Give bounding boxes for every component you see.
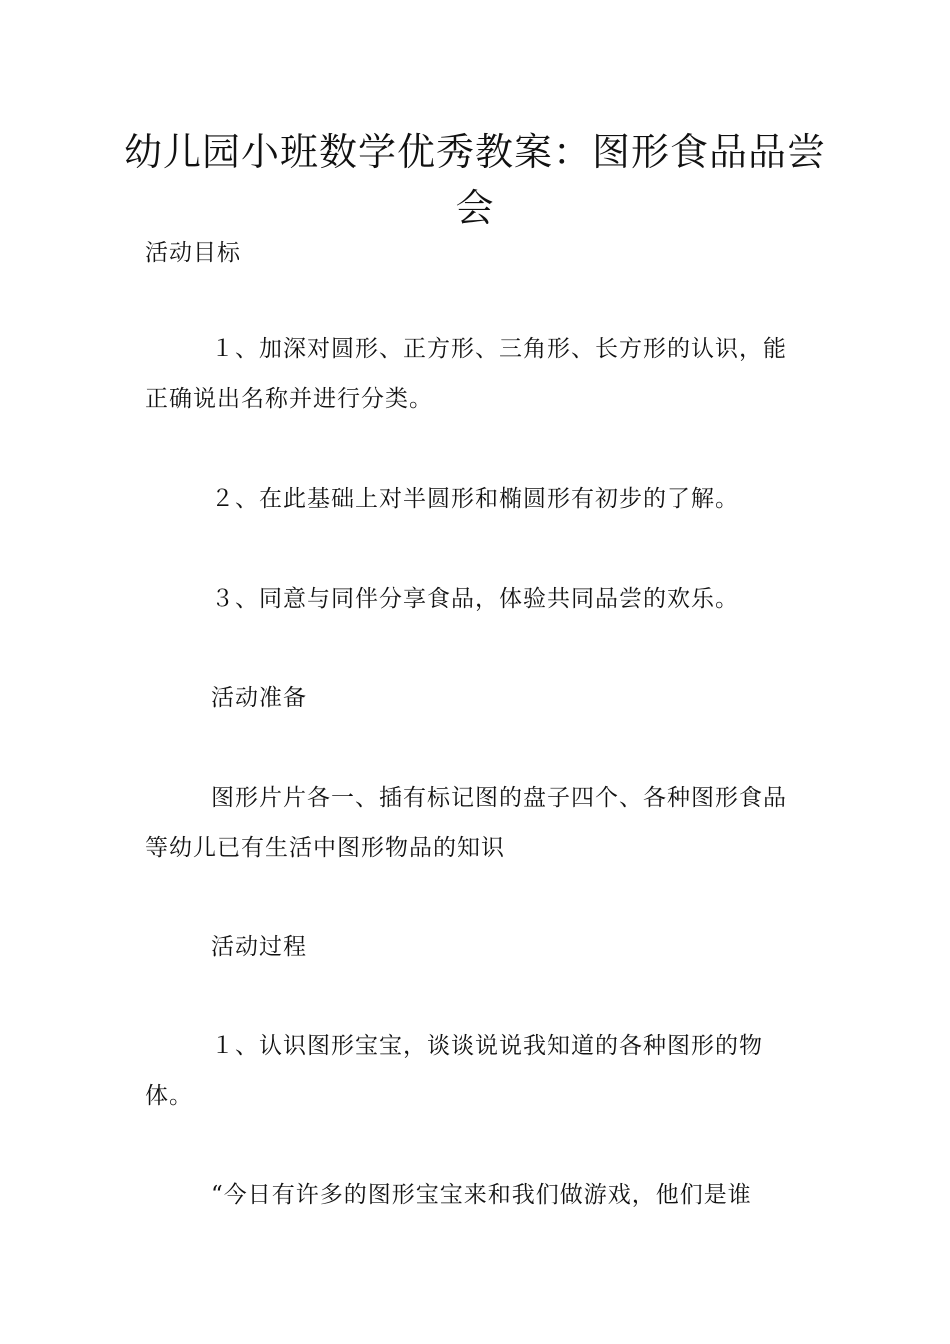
prep-body: 图形片片各一、插有标记图的盘子四个、各种图形食品等幼儿已有生活中图形物品的知识 [145, 785, 787, 861]
process-item-1: １、认识图形宝宝，谈谈说说我知道的各种图形的物体。 [145, 1033, 763, 1109]
goal-item-1: １、加深对圆形、正方形、三角形、长方形的认识，能正确说出名称并进行分类。 [145, 336, 787, 412]
process-quote: “今日有许多的图形宝宝来和我们做游戏，他们是谁 [211, 1182, 752, 1208]
goal-heading: 活动目标 [145, 240, 241, 266]
document-title: 幼儿园小班数学优秀教案：图形食品品尝会 [123, 130, 826, 230]
prep-heading: 活动准备 [211, 685, 307, 711]
process-heading: 活动过程 [211, 934, 307, 960]
goal-item-3: ３、同意与同伴分享食品，体验共同品尝的欢乐。 [211, 586, 739, 612]
goal-item-2: ２、在此基础上对半圆形和椭圆形有初步的了解。 [211, 486, 739, 512]
